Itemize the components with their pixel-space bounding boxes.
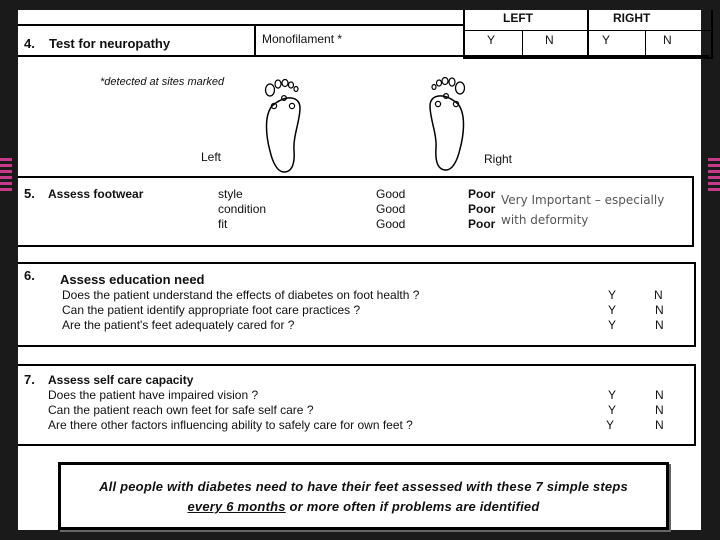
footer-line-2 xyxy=(61,499,666,514)
footer-emphasis: every 6 months xyxy=(187,499,286,514)
footwear-annotation xyxy=(501,190,701,230)
left-right-header-table xyxy=(463,10,713,59)
detected-note: *detected at sites marked xyxy=(100,76,225,88)
right-foot-label: Right xyxy=(484,152,513,166)
footwear-style-poor[interactable]: Poor xyxy=(468,187,496,201)
left-n: N xyxy=(545,33,554,47)
annotation-line-2: with deformity xyxy=(501,213,589,227)
section-5-number: 5. xyxy=(24,186,35,201)
footwear-fit-label: fit xyxy=(218,217,228,231)
right-foot-diagram xyxy=(418,74,474,174)
education-q2-no[interactable]: N xyxy=(655,303,664,317)
left-header: LEFT xyxy=(503,11,533,25)
section-6-number: 6. xyxy=(24,268,35,283)
section-6-title: Assess education need xyxy=(60,272,205,287)
selfcare-q2-yes[interactable]: Y xyxy=(608,403,617,417)
footwear-condition-good[interactable]: Good xyxy=(376,202,406,216)
footer-line-1: All people with diabetes need to have their feet assessed with these 7 simple steps xyxy=(99,479,628,494)
footer-message-box xyxy=(58,462,669,530)
right-y: Y xyxy=(602,33,611,47)
selfcare-question-1: Does the patient have impaired vision ? xyxy=(48,388,259,402)
selfcare-question-3: Are there other factors influencing ability to safely care for own feet ? xyxy=(48,418,413,432)
section-4-number: 4. xyxy=(24,36,35,51)
right-decoration xyxy=(708,158,720,192)
footwear-style-good[interactable]: Good xyxy=(376,187,406,201)
right-n: N xyxy=(663,33,672,47)
education-q2-yes[interactable]: Y xyxy=(608,303,617,317)
section-4-title: Test for neuropathy xyxy=(49,36,171,51)
footer-line-2-rest: or more often if problems are identified xyxy=(285,499,540,514)
right-header: RIGHT xyxy=(613,11,651,25)
footwear-style-label: style xyxy=(218,187,243,201)
education-question-1: Does the patient understand the effects of diabetes on foot health ? xyxy=(62,288,420,302)
footwear-condition-poor[interactable]: Poor xyxy=(468,202,496,216)
footwear-condition-label: condition xyxy=(218,202,267,216)
selfcare-q3-no[interactable]: N xyxy=(655,418,664,432)
section-7-title: Assess self care capacity xyxy=(48,373,194,387)
foot-assessment-form xyxy=(18,10,701,530)
left-y: Y xyxy=(487,33,496,47)
selfcare-q1-yes[interactable]: Y xyxy=(608,388,617,402)
left-foot-diagram xyxy=(256,76,312,176)
left-decoration xyxy=(0,158,12,192)
section-5-title: Assess footwear xyxy=(48,187,144,201)
annotation-line-1: Very Important – especially xyxy=(501,193,665,207)
education-question-2: Can the patient identify appropriate foot care practices ? xyxy=(62,303,361,317)
education-q1-no[interactable]: N xyxy=(654,288,663,302)
education-question-3: Are the patient's feet adequately cared for ? xyxy=(62,318,295,332)
selfcare-q1-no[interactable]: N xyxy=(655,388,664,402)
selfcare-q3-yes[interactable]: Y xyxy=(606,418,615,432)
selfcare-q2-no[interactable]: N xyxy=(655,403,664,417)
section-7-number: 7. xyxy=(24,372,35,387)
education-q1-yes[interactable]: Y xyxy=(608,288,617,302)
footwear-fit-good[interactable]: Good xyxy=(376,217,406,231)
monofilament-label: Monofilament * xyxy=(262,32,343,46)
education-q3-no[interactable]: N xyxy=(655,318,664,332)
selfcare-question-2: Can the patient reach own feet for safe self care ? xyxy=(48,403,314,417)
footwear-fit-poor[interactable]: Poor xyxy=(468,217,496,231)
left-foot-label: Left xyxy=(201,150,222,164)
education-q3-yes[interactable]: Y xyxy=(608,318,617,332)
